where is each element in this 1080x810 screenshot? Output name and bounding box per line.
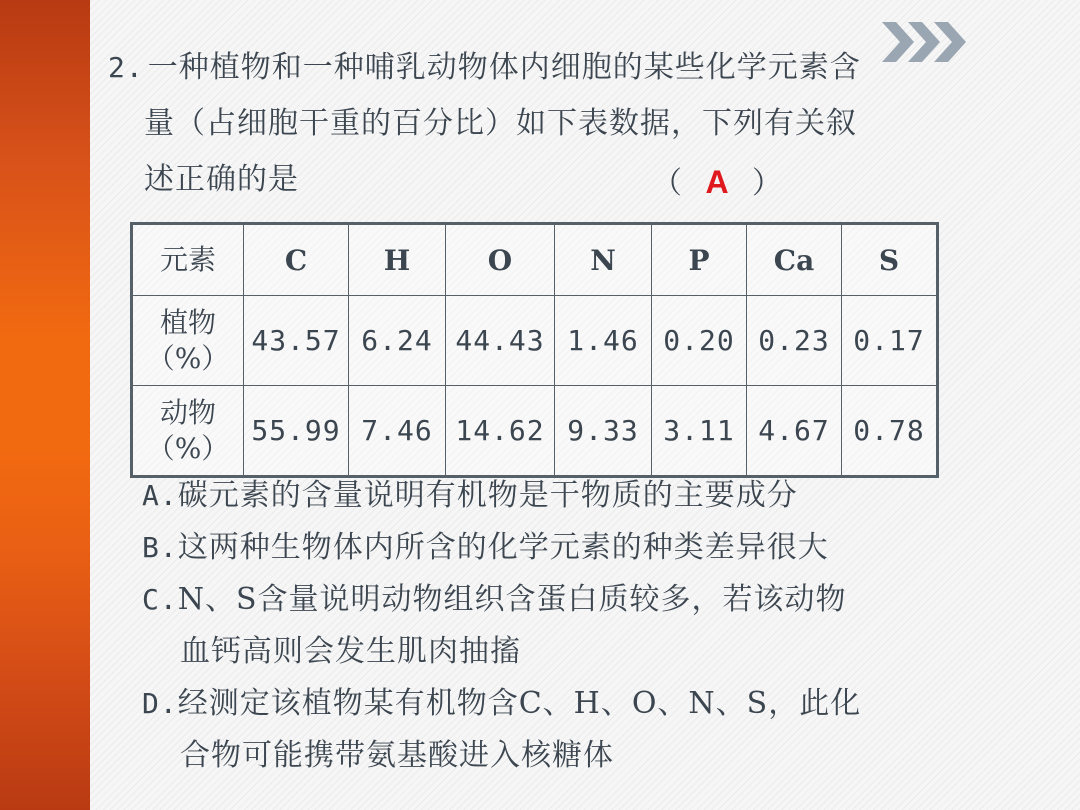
header-element-p: P — [652, 224, 747, 296]
option-a-text: 碳元素的含量说明有机物是干物质的主要成分 — [177, 478, 798, 513]
option-c-text-line-1: N、S含量说明动物组织含蛋白质较多，若该动物 — [177, 582, 847, 617]
option-b-text: 这两种生物体内所含的化学元素的种类差异很大 — [177, 530, 829, 565]
option-d — [142, 678, 1022, 730]
answer-letter: A — [705, 164, 729, 200]
table-cell: 0.17 — [842, 296, 938, 386]
option-c — [142, 574, 1022, 626]
header-label-cell: 元素 — [132, 224, 244, 296]
option-a — [142, 470, 1022, 522]
table-cell: 3.11 — [652, 386, 747, 477]
option-d-continued — [142, 730, 1022, 782]
option-c-text-line-2: 血钙高则会发生肌肉抽搐 — [180, 634, 521, 669]
header-element-c: C — [244, 224, 349, 296]
table-cell: 1.46 — [555, 296, 652, 386]
question-text-line-3: 述正确的是 — [144, 162, 299, 197]
table-cell: 0.23 — [747, 296, 842, 386]
answer-bracket — [652, 154, 782, 212]
option-b — [142, 522, 1022, 574]
table-cell: 43.57 — [244, 296, 349, 386]
table-cell: 0.78 — [842, 386, 938, 477]
question-line-3 — [108, 152, 1008, 208]
table-row-animal — [132, 386, 938, 477]
question-stem — [108, 40, 1008, 208]
option-b-letter: B. — [142, 531, 178, 564]
header-element-n: N — [555, 224, 652, 296]
option-d-letter: D. — [142, 687, 178, 720]
row-label-plant-unit: （%） — [146, 341, 230, 375]
table-cell: 9.33 — [555, 386, 652, 477]
row-label-animal-unit: （%） — [146, 431, 230, 465]
header-element-h: H — [349, 224, 446, 296]
row-label-animal-name: 动物 — [159, 395, 216, 429]
question-line-2 — [108, 96, 1008, 152]
table-cell: 44.43 — [446, 296, 555, 386]
header-element-s: S — [842, 224, 938, 296]
question-number: 2. — [108, 51, 144, 84]
option-a-letter: A. — [142, 479, 178, 512]
answer-options — [142, 470, 1022, 782]
option-c-letter: C. — [142, 583, 178, 616]
question-text-line-2: 量（占细胞干重的百分比）如下表数据，下列有关叙 — [144, 106, 857, 141]
question-text-line-1: 一种植物和一种哺乳动物体内细胞的某些化学元素含 — [147, 50, 861, 85]
paren-open: （ — [652, 166, 682, 201]
question-line-1 — [108, 40, 1008, 96]
table-header-row — [132, 224, 938, 296]
header-element-ca: Ca — [747, 224, 842, 296]
table-cell: 7.46 — [349, 386, 446, 477]
table-cell: 6.24 — [349, 296, 446, 386]
table-cell: 4.67 — [747, 386, 842, 477]
table-cell: 14.62 — [446, 386, 555, 477]
header-element-o: O — [446, 224, 555, 296]
row-label-plant — [132, 296, 244, 386]
option-d-text-line-2: 合物可能携带氨基酸进入核糖体 — [180, 738, 614, 773]
table-cell: 55.99 — [244, 386, 349, 477]
side-accent-bar — [0, 0, 90, 810]
paren-close: ） — [752, 166, 782, 201]
table-cell: 0.20 — [652, 296, 747, 386]
table-row-plant — [132, 296, 938, 386]
row-label-animal — [132, 386, 244, 477]
element-content-table — [130, 222, 939, 478]
option-c-continued — [142, 626, 1022, 678]
row-label-plant-name: 植物 — [159, 305, 216, 339]
option-d-text-line-1: 经测定该植物某有机物含C、H、O、N、S，此化 — [177, 686, 862, 721]
